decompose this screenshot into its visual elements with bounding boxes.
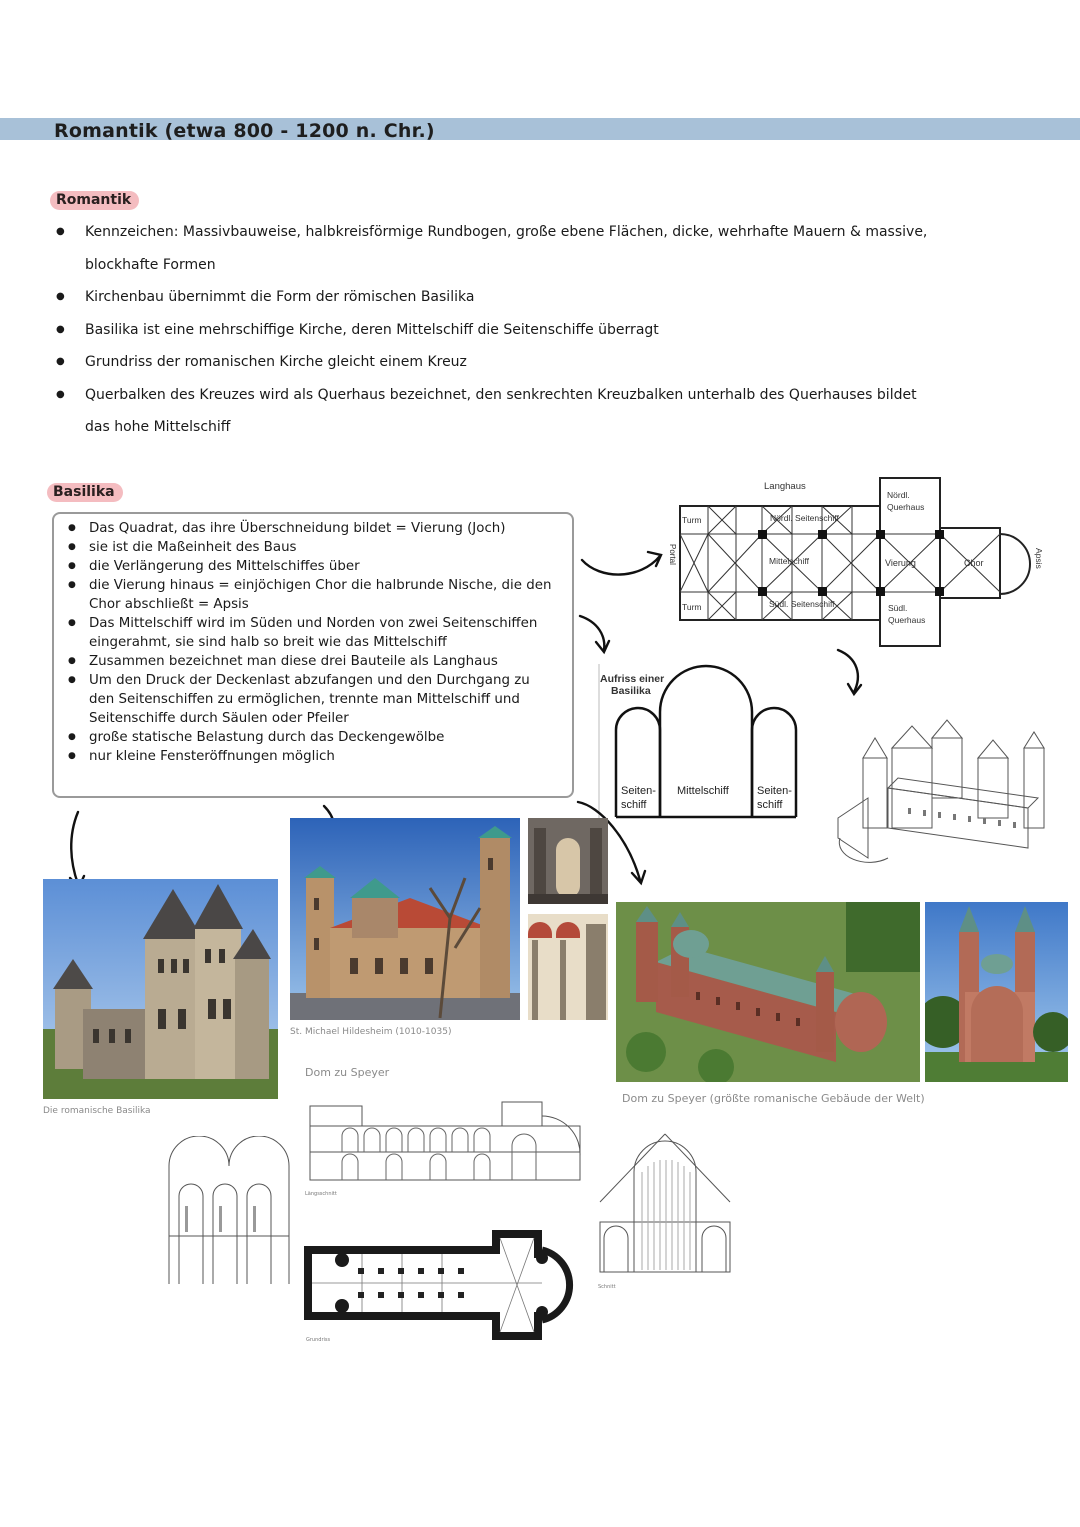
- tag-label: Romantik: [50, 191, 139, 210]
- aufriss-right-1: Seiten-: [757, 785, 792, 797]
- aufriss-left-2: schiff: [621, 799, 647, 811]
- aufriss-right-2: schiff: [757, 799, 783, 811]
- label-nord-seitenschiff: Nördl. Seitenschiff: [770, 513, 839, 523]
- label-nord-querhaus-2: Querhaus: [887, 502, 925, 512]
- list-item: ● Das Mittelschiff wird im Süden und Norden von zwei Seitenschiffen eingerahmt, sie sind halb so breit wie das Mittelschiff: [68, 614, 558, 652]
- list-item: ● Um den Druck der Deckenlast abzufangen und den Durchgang zu den Seitenschiffen zu ermöglichen, trennte man Mittelschiff und Seitenschiffe durch Säulen oder Pfeiler: [68, 671, 558, 728]
- photo-dom-speyer-aerial: [616, 902, 920, 1082]
- label-mittelschiff: Mittelschiff: [769, 556, 809, 566]
- list-item: ● Kennzeichen: Massivbauweise, halbkreisförmige Rundbogen, große ebene Flächen, dicke, wehrhafte Mauern & massive, blockhafte Formen: [52, 216, 932, 281]
- drawing-grundriss: [302, 1228, 582, 1344]
- caption-romanische-basilika: Die romanische Basilika: [43, 1106, 151, 1116]
- label-turm-nord: Turm: [682, 515, 702, 525]
- caption-laengsschnitt: Längsschnitt: [305, 1191, 337, 1197]
- list-item: ● die Vierung hinaus = einjöchigen Chor die halbrunde Nische, die den Chor abschließt = Apsis: [68, 576, 558, 614]
- label-nord-querhaus-1: Nördl.: [887, 490, 910, 500]
- label-apsis: Apsis: [1034, 548, 1044, 569]
- aufriss-title-1: Aufriss einer: [600, 673, 665, 685]
- caption-hildesheim: St. Michael Hildesheim (1010-1035): [290, 1027, 452, 1037]
- caption-speyer-title: Dom zu Speyer: [305, 1066, 390, 1079]
- label-turm-sued: Turm: [682, 602, 702, 612]
- label-sued-querhaus-2: Querhaus: [888, 615, 926, 625]
- drawing-laengsschnitt: [302, 1096, 584, 1186]
- list-item: ● große statische Belastung durch das Deckengewölbe: [68, 728, 558, 747]
- label-sued-seitenschiff: Südl. Seitenschiff: [769, 599, 835, 609]
- label-sued-querhaus-1: Südl.: [888, 603, 908, 613]
- tag-label: Basilika: [47, 483, 123, 502]
- aufriss-title-2: Basilika: [611, 685, 651, 697]
- list-item: ● Zusammen bezeichnet man diese drei Bauteile als Langhaus: [68, 652, 558, 671]
- label-vierung: Vierung: [885, 558, 916, 568]
- photo-st-michael-hildesheim: [290, 818, 520, 1020]
- photo-interior-nave: [528, 818, 608, 904]
- drawing-isometric-cathedral: [828, 718, 1052, 866]
- list-item: ● Kirchenbau übernimmt die Form der römischen Basilika: [52, 281, 932, 314]
- page-title: Romantik (etwa 800 - 1200 n. Chr.): [54, 120, 435, 142]
- label-chor: Chor: [964, 558, 984, 568]
- list-item: ● Das Quadrat, das ihre Überschneidung bildet = Vierung (Joch): [68, 519, 558, 538]
- aufriss-left-1: Seiten-: [621, 785, 656, 797]
- list-item: ● Grundriss der romanischen Kirche gleicht einem Kreuz: [52, 346, 932, 379]
- caption-grundriss: Grundriss: [306, 1337, 331, 1343]
- list-item: ● die Verlängerung des Mittelschiffes über: [68, 557, 558, 576]
- list-item: ● Basilika ist eine mehrschiffige Kirche, deren Mittelschiff die Seitenschiffe überragt: [52, 314, 932, 347]
- list-item: ● nur kleine Fensteröffnungen möglich: [68, 747, 558, 766]
- aufriss-middle: Mittelschiff: [677, 785, 729, 797]
- drawing-querschnitt: [596, 1132, 734, 1274]
- caption-speyer: Dom zu Speyer (größte romanische Gebäude der Welt): [622, 1092, 925, 1105]
- list-item: ● sie ist die Maßeinheit des Baus: [68, 538, 558, 557]
- caption-schnitt: Schnitt: [598, 1284, 616, 1290]
- photo-romanische-basilika: [43, 879, 278, 1099]
- label-langhaus: Langhaus: [764, 481, 806, 492]
- label-portal: Portal: [668, 544, 677, 565]
- drawing-wall-elevation: [165, 1136, 293, 1286]
- photo-interior-arches: [528, 914, 608, 1020]
- list-item: ● Querbalken des Kreuzes wird als Querhaus bezeichnet, den senkrechten Kreuzbalken unterhalb des Querhauses bildet das hohe Mittelschiff: [52, 379, 932, 444]
- photo-dom-speyer-east: [925, 902, 1068, 1082]
